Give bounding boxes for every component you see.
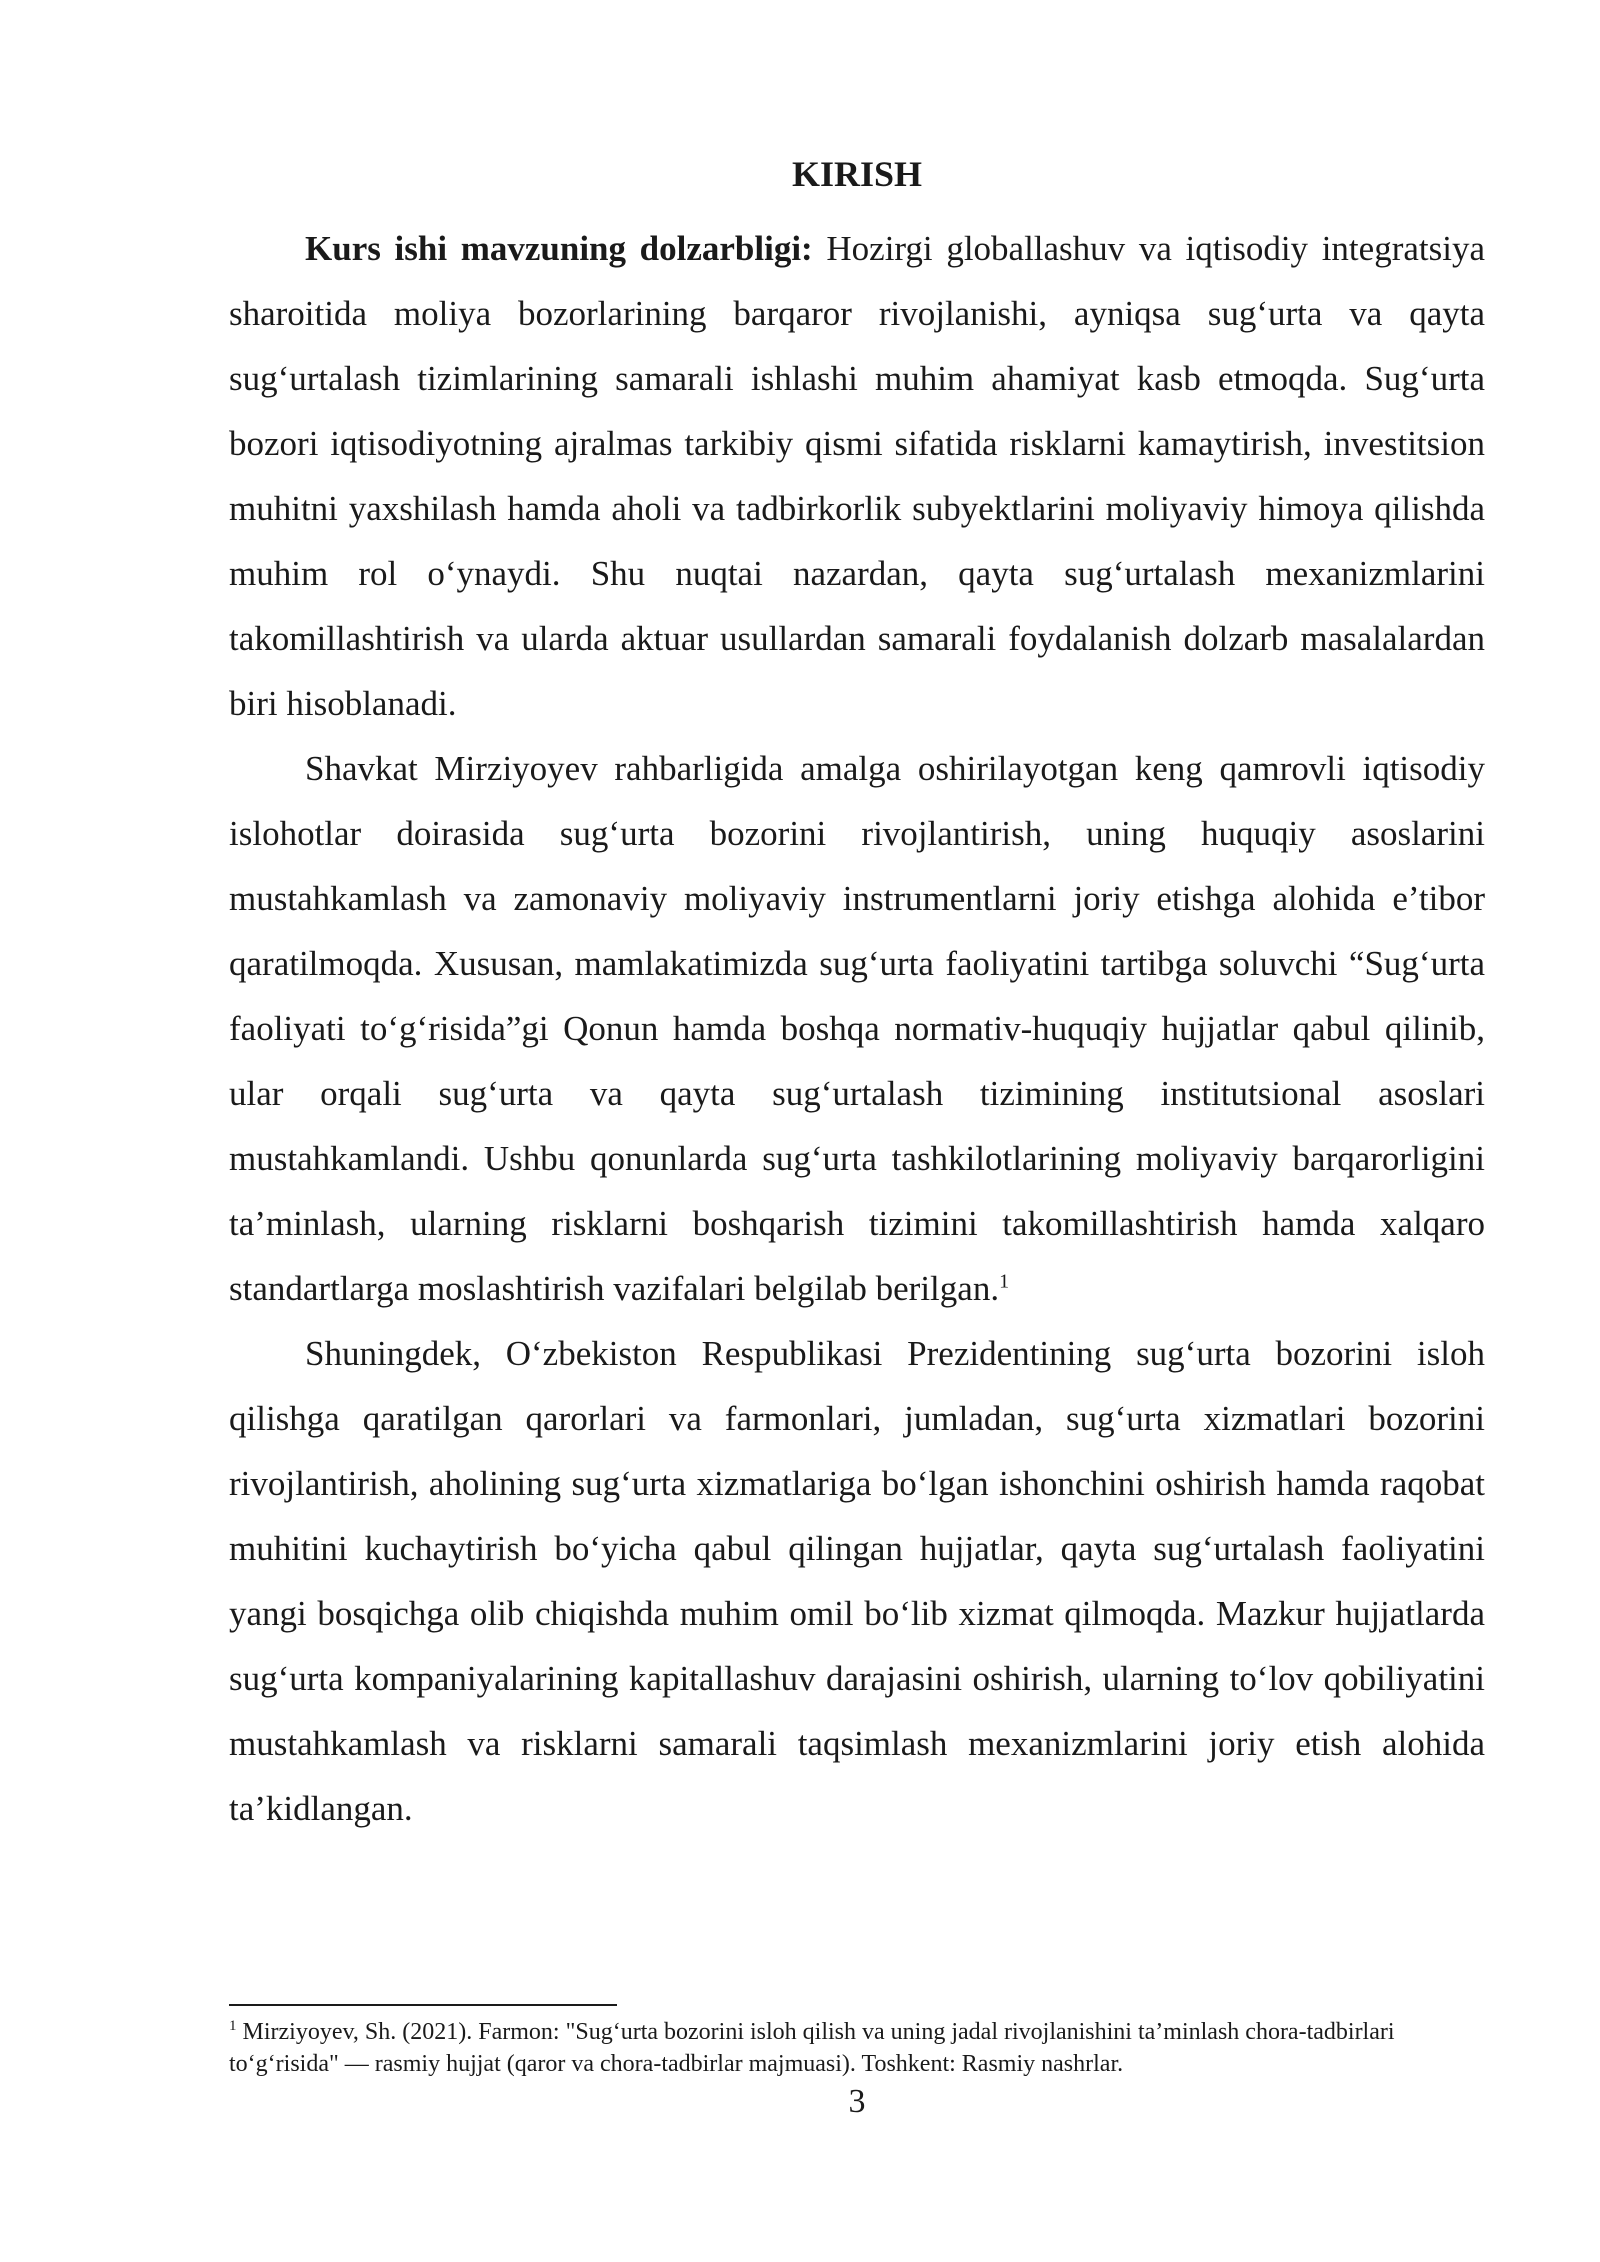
- footnote: [229, 2016, 1485, 2080]
- footnote-separator: [229, 2004, 617, 2006]
- footnote-marker: 1: [229, 2018, 237, 2034]
- paragraph-reforms: [229, 736, 1485, 1321]
- page-title: KIRISH: [791, 154, 923, 194]
- paragraph-text: Shavkat Mirziyoyev rahbarligida amalga oshirilayotgan keng qamrovli iqtisodiy islohotlar doirasida sug‘urta bozorini rivojlantirish, uning huquqiy asoslarini mustahkamlash va zamonaviy moliyaviy instrumentlarni joriy etishga alohida e’tibor qaratilmoqda. Xususan, mamlakatimizda sug‘urta faoliyatini tartibga soluvchi “Sug‘urta faoliyati to‘g‘risida”gi Qonun hamda boshqa normativ-huquqiy hujjatlar qabul qilinib, ular orqali sug‘urta va qayta sug‘urtalash tizimining institutsional asoslari mustahkamlandi. Ushbu qonunlarda sug‘urta tashkilotlarining moliyaviy barqarorligini ta’minlash, ularning risklarni boshqarish tizimini takomillashtirish hamda xalqaro standartlarga moslashtirish vazifalari belgilab berilgan.: [229, 749, 1485, 1308]
- paragraph-relevance: [229, 216, 1485, 736]
- footnote-reference[interactable]: 1: [999, 1270, 1010, 1293]
- page-number: 3: [848, 2083, 866, 2120]
- paragraph-decrees: [229, 1321, 1485, 1841]
- paragraph-text: Hozirgi globallashuv va iqtisodiy integratsiya sharoitida moliya bozorlarining barqaror rivojlanishi, ayniqsa sug‘urta va qayta sug‘urtalash tizimlarining samarali ishlashi muhim ahamiyat kasb etmoqda. Sug‘urta bozori iqtisodiyotning ajralmas tarkibiy qismi sifatida risklarni kamaytirish, investitsion muhitni yaxshilash hamda aholi va tadbirkorlik subyektlarini moliyaviy himoya qilishda muhim rol o‘ynaydi. Shu nuqtai nazardan, qayta sug‘urtalash mexanizmlarini takomillashtirish va ularda aktuar usullardan samarali foydalanish dolzarb masalalardan biri hisoblanadi.: [229, 229, 1485, 723]
- paragraph-text: Shuningdek, O‘zbekiston Respublikasi Prezidentining sug‘urta bozorini isloh qilishga qaratilgan qarorlari va farmonlari, jumladan, sug‘urta xizmatlari bozorini rivojlantirish, aholining sug‘urta xizmatlariga bo‘lgan ishonchini oshirish hamda raqobat muhitini kuchaytirish bo‘yicha qabul qilingan hujjatlar, qayta sug‘urtalash faoliyatini yangi bosqichga olib chiqishda muhim omil bo‘lib xizmat qilmoqda. Mazkur hujjatlarda sug‘urta kompaniyalarining kapitallashuv darajasini oshirish, ularning to‘lov qobiliyatini mustahkamlash va risklarni samarali taqsimlash mexanizmlarini joriy etish alohida ta’kidlangan.: [229, 1334, 1485, 1828]
- paragraph-lead: Kurs ishi mavzuning dolzarbligi:: [305, 229, 813, 268]
- footnote-text: Mirziyoyev, Sh. (2021). Farmon: "Sug‘urta bozorini isloh qilish va uning jadal rivojlanishini ta’minlash chora-tadbirlari to‘g‘risida" — rasmiy hujjat (qaror va chora-tadbirlar majmuasi). Toshkent: Rasmiy nashrlar.: [229, 2019, 1395, 2077]
- page-body: [229, 150, 1485, 1841]
